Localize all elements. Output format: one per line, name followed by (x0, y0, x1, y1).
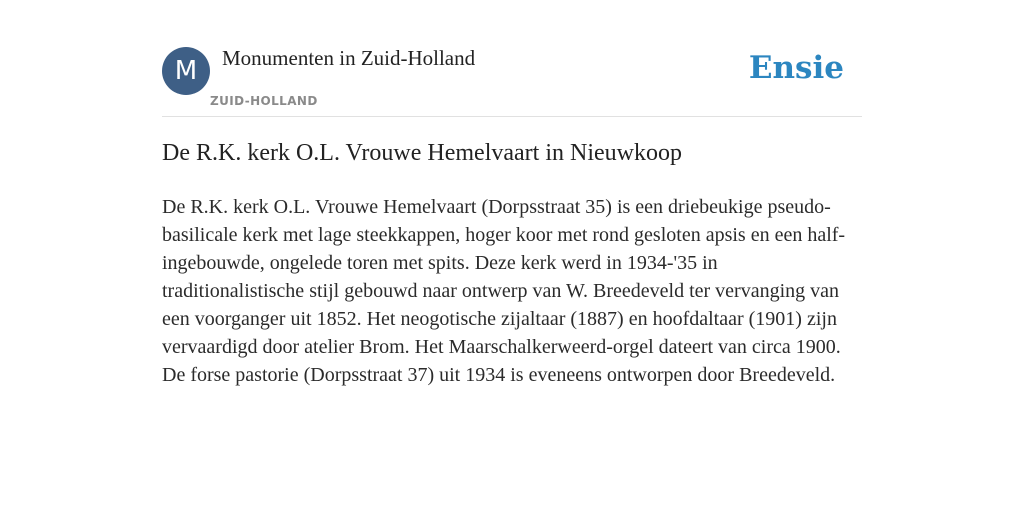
article-body: De R.K. kerk O.L. Vrouwe Hemelvaart (Dorpsstraat 35) is een driebeukige pseudo-basilicale kerk met lage steekkappen, hoger koor met rond gesloten apsis en een half-ingebouwde, ongelede toren met spits. Deze kerk werd in 1934-'35 in traditionalistische stijl gebouwd naar ontwerp van W. Breedeveld ter vervanging van een voorganger uit 1852. Het neogotische zijaltaar (1887) en hoofdaltaar (1901) zijn vervaardigd door atelier Brom. Het Maarschalkerweerd-orgel dateert van circa 1900. De forse pastorie (Dorpsstraat 37) uit 1934 is eveneens ontworpen door Breedeveld. (162, 196, 846, 386)
brand-logo[interactable]: Ensie (748, 50, 844, 86)
site-title-link[interactable]: Monumenten in Zuid-Holland (222, 46, 476, 70)
article-title: De R.K. kerk O.L. Vrouwe Hemelvaart in Nieuwkoop (162, 140, 682, 166)
region-label[interactable]: ZUID-HOLLAND (210, 94, 318, 108)
content-card (162, 0, 862, 512)
page-header (162, 0, 862, 117)
avatar[interactable]: M (162, 47, 210, 95)
